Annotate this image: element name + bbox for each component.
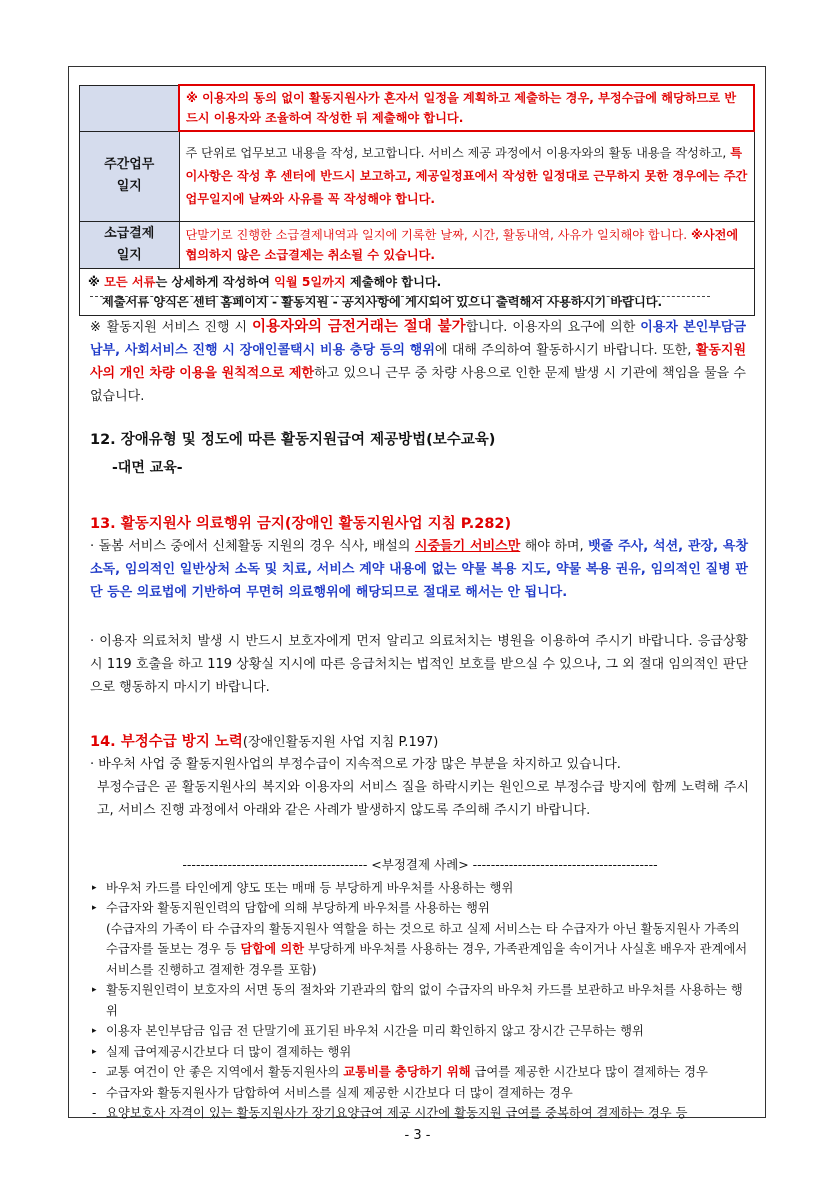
item-text: (수급자의 가족이 타 수급자의 활동지원사 역할을 하는 것으로 하고 실제 서비스는 타 수급자가 아닌 활동지원사 가족의 수급자를 돌보는 경우 등 (106, 921, 740, 956)
section-12-sub: -대면 교육- (112, 460, 183, 476)
bullet-marker: ▸ (92, 1026, 97, 1036)
submission-note (80, 268, 755, 315)
bullet-marker: ▸ (92, 985, 97, 995)
item-text: 이용자 본인부담금 입금 전 단말기에 표기된 바우처 시간을 미리 확인하지 않고 장시간 근무하는 행위 (106, 1024, 644, 1038)
label-line: 일지 (116, 247, 142, 263)
money-text: ※ 활동지원 서비스 진행 시 (90, 320, 252, 335)
consent-warning: ※ 이용자의 동의 없이 활동지원사가 혼자서 일정을 계획하고 제출하는 경우, 부정수급에 해당하므로 반드시 이용자와 조율하여 작성한 뒤 제출해야 합니다. (179, 85, 754, 131)
bullet-marker: - (92, 1106, 97, 1120)
s14-title-ref: (장애인활동지원 사업 지침 P.197) (242, 735, 439, 750)
label-line: 소급결제 (104, 225, 155, 241)
s13-red: 시중들기 서비스만 (414, 539, 521, 554)
weekly-log-content (179, 131, 754, 221)
section-13-title: 13. 활동지원사 의료행위 금지(장애인 활동지원사업 지침 P.282) (90, 516, 512, 532)
list-item (90, 1062, 750, 1083)
bullet-marker: ▸ (92, 882, 97, 893)
section-13-bullet-2: · 이용자 의료처치 발생 시 반드시 보호자에게 먼저 알리고 의료처치는 병원을 이용하여 주시기 바랍니다. 응급상황 시 119 호출을 하고 119 상황실 지시에 따른 응급처치는 법적인 보호를 받으실 수 있으나, 그 외 절대 임의적인 판단으로 행동하지 마시기 바랍니다. (90, 634, 748, 695)
list-item (90, 878, 750, 899)
list-item (90, 1103, 750, 1124)
bullet-marker: - (92, 1065, 97, 1079)
weekly-log-emphasis: 특이사항은 작성 후 센터에 반드시 보고하고, 제공일정표에서 작성한 일정대로 근무하지 못한 경우에는 주간업무일지에 날짜와 사유를 꼭 작성해야 합니다. (185, 145, 748, 206)
note-red-2: 익월 5일까지 (274, 274, 346, 289)
table-row (80, 85, 755, 131)
row-label-empty (80, 85, 180, 131)
list-item (90, 898, 750, 919)
section-14-p1: · 바우처 사업 중 활동지원사업의 부정수급이 지속적으로 가장 많은 부분을 차지하고 있습니다. (90, 757, 621, 772)
item-text: 급여를 제공한 시간보다 많이 결제하는 경우 (470, 1065, 708, 1079)
item-text: 부당하게 바우처를 사용하는 경우, 가족관계임을 속이거나 사실혼 배우자 관계에서 서비스를 진행하고 결제한 경우를 포함) (106, 942, 748, 977)
item-text: 수급자와 활동지원인력의 담합에 의해 부당하게 바우처를 사용하는 행위 (106, 901, 490, 915)
section-13-bullet-1 (90, 535, 748, 604)
s13-blue: 뱃줄 주사, 석션, 관장, 욕창 소독, 임의적인 일반상처 소독 및 치료, 서비스 계약 내용에 없는 약물 복용 지도, 약물 복용 권유, 임의적인 질병 판단 등은 의료법에 기반하여 무면허 의료행위에 해당되므로 절대로 해서는 안 됩니다. (90, 539, 749, 600)
list-item (90, 980, 750, 1021)
section-14-p2: 부정수급은 곧 활동지원사의 복지와 이용자의 서비스 질을 하락시키는 원인으로 부정수급 방지에 함께 노력해 주시고, 서비스 진행 과정에서 아래와 같은 사례가 발생하지 않도록 주의해 주시기 바랍니다. (97, 780, 749, 818)
retro-payment-text: 단말기로 진행한 소급결제내역과 일지에 기록한 날짜, 시간, 활동내역, 사유가 일치해야 합니다. (185, 227, 691, 242)
bullet-marker: - (92, 1085, 97, 1100)
page-number: - 3 - (404, 1128, 431, 1143)
retro-payment-content (179, 221, 754, 268)
table-row (80, 221, 755, 268)
item-text: 교통 여건이 안 좋은 지역에서 활동지원사의 (106, 1065, 344, 1079)
item-red: 교통비를 충당하기 위해 (343, 1065, 471, 1079)
item-text: 수급자와 활동지원사가 담합하여 서비스를 실제 제공한 시간보다 더 많이 결제하는 경우 (106, 1085, 573, 1100)
money-text: 하고 있으니 근무 중 차량 사용으로 인한 문제 발생 시 기관에 책임을 물을 수 없습니다. (90, 366, 746, 404)
fraud-cases (90, 855, 750, 1124)
note-end: 제출해야 합니다. (345, 274, 442, 289)
note-line-1 (88, 272, 746, 292)
table-row (80, 268, 755, 315)
section-14-title (90, 730, 438, 751)
bullet-marker: ▸ (92, 1046, 97, 1057)
section-12-title: 12. 장애유형 및 정도에 따른 활동지원급여 제공방법(보수교육) (90, 432, 496, 448)
list-item (90, 1021, 750, 1042)
retro-payment-warning: ※사전에 협의하지 않은 소급결제는 취소될 수 있습니다. (185, 227, 739, 262)
list-item (90, 919, 750, 981)
s14-title-red: 14. 부정수급 방지 노력 (90, 734, 243, 750)
item-text: 요양보호사 자격이 있는 활동지원사가 장기요양급여 제공 시간에 활동지원 급여를 중복하여 결제하는 경우 등 (106, 1106, 688, 1120)
label-line: 주간업무 (104, 157, 155, 172)
money-text: 합니다. 이용자의 요구에 의한 (465, 320, 641, 335)
weekly-log-label (80, 131, 180, 221)
money-red-2: 활동지원사의 개인 차량 이용을 원칙적으로 제한 (90, 343, 746, 381)
weekly-log-text: 주 단위로 업무보고 내용을 작성, 보고합니다. 서비스 제공 과정에서 이용자와의 활동 내용을 작성하고, (185, 145, 731, 160)
list-item (90, 1042, 750, 1063)
money-note (90, 316, 746, 408)
money-blue: 이용자 본인부담금 납부, 사회서비스 진행 시 장애인콜택시 비용 충당 등의 행위 (90, 320, 746, 358)
note-line-2: 제출서류 양식은 센터 홈페이지 - 활동지원 - 공지사항에 게시되어 있으니 출력해서 사용하시기 바랍니다. (102, 294, 663, 309)
item-red: 담합에 의한 (240, 942, 305, 956)
divider-line (90, 296, 710, 297)
item-text: 실제 급여제공시간보다 더 많이 결제하는 행위 (106, 1044, 352, 1059)
submission-table (79, 84, 755, 316)
s13-text: 해야 하며, (520, 539, 589, 554)
cases-divider: ----------------------------------------- <부정결제 사례> ----------------------------------------- (182, 857, 658, 872)
note-mid: 는 상세하게 작성하여 (155, 274, 275, 289)
label-line: 일지 (116, 179, 142, 194)
note-red-1: 모든 서류 (104, 274, 156, 289)
money-text: 에 대해 주의하여 활동하시기 바랍니다. 또한, (434, 343, 696, 358)
item-text: 활동지원인력이 보호자의 서면 동의 절차와 기관과의 합의 없이 수급자의 바우처 카드를 보관하고 바우처를 사용하는 행위 (106, 983, 743, 1018)
item-text: 바우처 카드를 타인에게 양도 또는 매매 등 부당하게 바우처를 사용하는 행위 (106, 880, 514, 895)
note-prefix: ※ (88, 274, 105, 289)
list-item (90, 1083, 750, 1104)
retro-payment-label (80, 221, 180, 268)
table-row (80, 131, 755, 221)
bullet-marker: ▸ (92, 903, 97, 913)
money-red-1: 이용자와의 금전거래는 절대 불가 (251, 319, 466, 335)
s13-text: · 돌봄 서비스 중에서 신체활동 지원의 경우 식사, 배설의 (90, 539, 415, 554)
